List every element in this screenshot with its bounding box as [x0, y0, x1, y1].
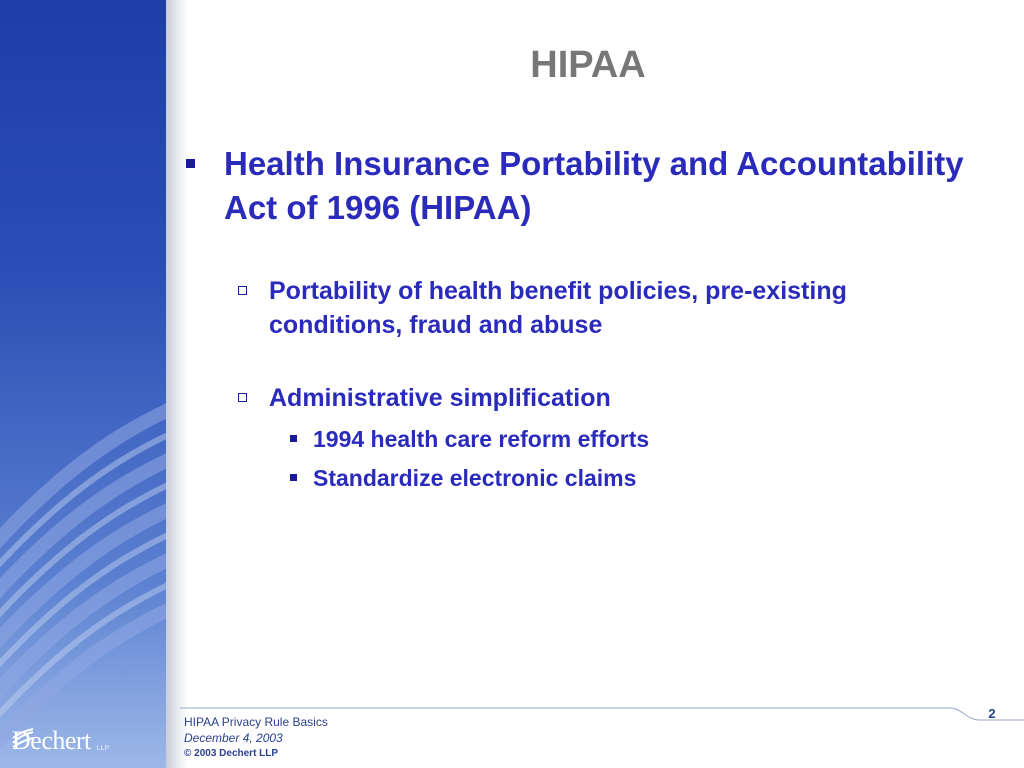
page-number: 2 — [988, 706, 996, 721]
footer-copyright: © 2003 Dechert LLP — [184, 748, 279, 759]
bullet-text: Portability of health benefit policies, pre-existing conditions, fraud and abuse — [269, 277, 847, 339]
bullet-text: Administrative simplification — [269, 384, 611, 412]
logo-text: Dechert — [12, 726, 91, 755]
footer-date: December 4, 2003 — [184, 731, 283, 745]
bullet-square-icon — [290, 435, 297, 442]
dechert-logo-icon — [12, 726, 34, 748]
sidebar-shadow — [166, 0, 188, 768]
sidebar-decoration — [0, 0, 166, 768]
bullet-level3 — [290, 424, 970, 454]
footer-presentation-title: HIPAA Privacy Rule Basics — [184, 715, 328, 729]
bullet-text: Health Insurance Portability and Accountability Act of 1996 (HIPAA) — [224, 145, 964, 226]
company-logo — [12, 726, 109, 756]
bullet-level2 — [238, 274, 978, 342]
logo-suffix: LLP — [96, 745, 110, 752]
sidebar-waves — [0, 0, 166, 768]
bullet-hollow-square-icon — [238, 286, 247, 295]
footer — [184, 714, 328, 762]
bullet-level1 — [186, 142, 966, 230]
bullet-square-icon — [290, 474, 297, 481]
bullet-text: Standardize electronic claims — [313, 465, 637, 491]
slide-title: HIPAA — [530, 44, 646, 86]
bullet-hollow-square-icon — [238, 393, 247, 402]
bullet-square-icon — [186, 159, 195, 168]
bullet-level2 — [238, 381, 978, 415]
bullet-text: 1994 health care reform efforts — [313, 426, 650, 452]
bullet-level3 — [290, 463, 970, 493]
